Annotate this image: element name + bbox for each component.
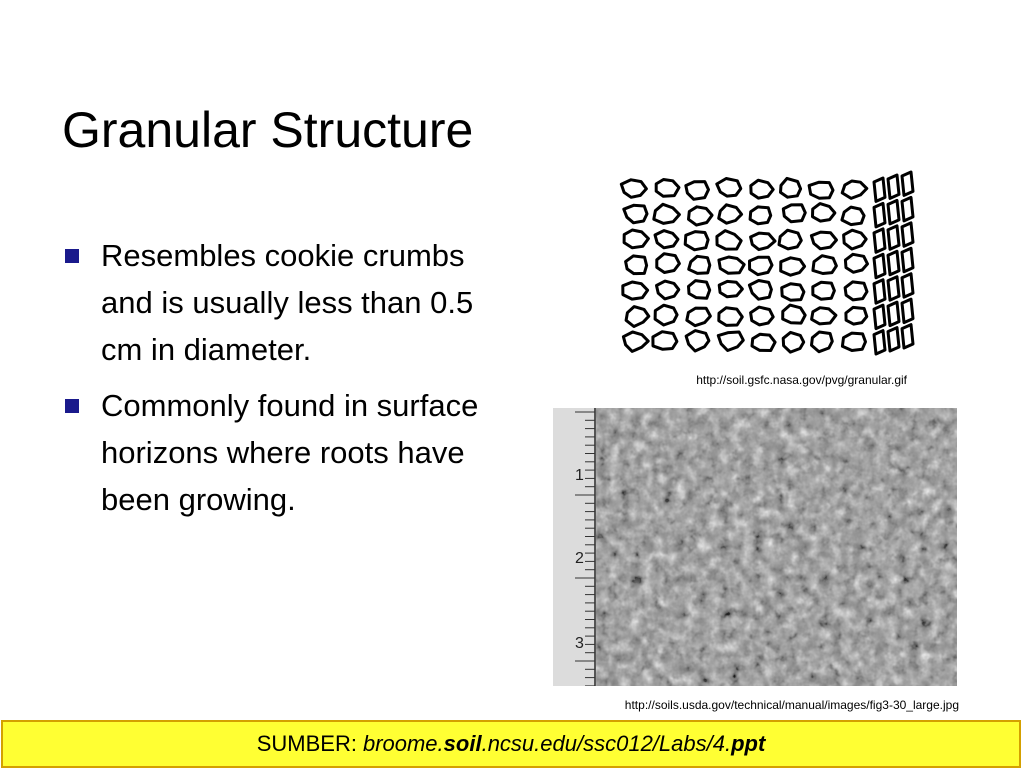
granule-outline [686, 182, 709, 200]
source-url-part: ppt [731, 731, 766, 756]
granule-outline [719, 308, 743, 326]
granule-outline [888, 328, 899, 351]
granular-structure-drawing [612, 168, 922, 358]
granule-outline [874, 331, 885, 354]
granule-outline [687, 308, 711, 326]
granule-outline [626, 256, 647, 274]
granule-outline [717, 231, 741, 250]
granule-outline [809, 182, 833, 198]
granule-outline [751, 307, 774, 325]
granule-outline [888, 226, 899, 249]
granule-outline [717, 179, 741, 197]
granule-outline [781, 258, 805, 275]
granule-outline [750, 207, 771, 224]
slide-title: Granular Structure [62, 102, 474, 158]
granule-outline [624, 230, 648, 248]
granule-outline [623, 332, 648, 351]
granule-outline [782, 284, 804, 300]
granule-outline [752, 334, 775, 350]
photo-caption: http://soils.usda.gov/technical/manual/images/fig3-30_large.jpg [624, 698, 959, 712]
source-url-part: broome. [362, 731, 444, 756]
granule-outline [657, 254, 680, 273]
granule-outline [902, 299, 913, 322]
granule-outline [781, 178, 801, 197]
granule-outline [811, 232, 836, 249]
square-bullet-icon [65, 399, 79, 413]
drawing-caption: http://soil.gsfc.nasa.gov/pvg/granular.gif [696, 373, 907, 387]
granule-outline [874, 305, 885, 328]
granule-outline [812, 308, 836, 324]
granule-outline [874, 254, 885, 277]
granule-outline [719, 257, 744, 273]
granule-outline [844, 230, 867, 249]
bullet-item [62, 232, 502, 373]
granule-outline [845, 254, 867, 272]
granule-outline [845, 282, 867, 300]
granule-outline [888, 277, 899, 300]
granule-outline [874, 203, 885, 226]
granule-outline [751, 180, 773, 198]
granule-outline [813, 256, 837, 274]
granule-outline [621, 180, 646, 198]
granule-outline [888, 302, 899, 325]
granule-outline [718, 332, 743, 351]
granule-outline [902, 274, 913, 297]
granule-outline [842, 207, 864, 225]
granule-outline [689, 207, 713, 225]
granule-outline [719, 281, 742, 296]
granule-outline [902, 325, 913, 348]
granule-outline [888, 251, 899, 274]
granule-outline [902, 172, 913, 195]
granule-outline [749, 281, 771, 300]
granule-outline [623, 282, 648, 299]
granule-outline [654, 204, 680, 223]
granule-outline [779, 230, 801, 249]
granule-outline [783, 205, 805, 222]
granule-outline [813, 204, 835, 222]
granule-outline [783, 305, 806, 323]
granule-outline [624, 205, 647, 223]
bullet-item [62, 382, 502, 523]
granule-outline [657, 281, 679, 299]
granule-outline [689, 281, 710, 299]
granule-outline [846, 307, 867, 324]
ruler-mark-2: 2 [575, 550, 584, 567]
source-url-part: .ncsu.edu/ssc012/Labs/4. [481, 731, 732, 756]
granule-outline [902, 248, 913, 271]
granule-outline [751, 233, 775, 250]
granule-outline [626, 307, 649, 327]
granule-outline [653, 332, 677, 350]
granule-outline [655, 231, 678, 248]
granular-soil-photo [553, 408, 957, 686]
granule-outline [902, 223, 913, 246]
granule-outline [689, 256, 710, 273]
source-banner [1, 720, 1021, 768]
granule-outline [750, 257, 773, 274]
granule-outline [902, 197, 913, 220]
granule-outline [813, 282, 835, 299]
granule-outline [686, 331, 709, 351]
soil-texture [595, 408, 957, 686]
bullet-text: Resembles cookie crumbs and is usually less than 0.5 cm in diameter. [101, 238, 474, 367]
granule-outline [888, 200, 899, 223]
granule-outline [888, 175, 899, 198]
granule-outline [783, 332, 804, 352]
source-url[interactable] [363, 731, 765, 757]
granule-outline [874, 280, 885, 303]
ruler-mark-1: 1 [575, 467, 584, 484]
ruler-mark-3: 3 [575, 635, 584, 652]
granule-outline [874, 229, 885, 252]
granule-outline [685, 232, 708, 250]
granule-outline [874, 178, 885, 201]
bullet-text: Commonly found in surface horizons where roots have been growing. [101, 388, 479, 517]
granule-outline [842, 333, 865, 350]
granule-outline [842, 181, 867, 198]
granule-outline [719, 205, 742, 223]
square-bullet-icon [65, 249, 79, 263]
source-label: SUMBER: [256, 731, 357, 756]
bullet-list [62, 232, 502, 532]
granule-outline [812, 332, 833, 352]
granule-outline [656, 180, 679, 197]
granule-outline [655, 305, 677, 325]
source-url-part: soil [443, 731, 482, 756]
